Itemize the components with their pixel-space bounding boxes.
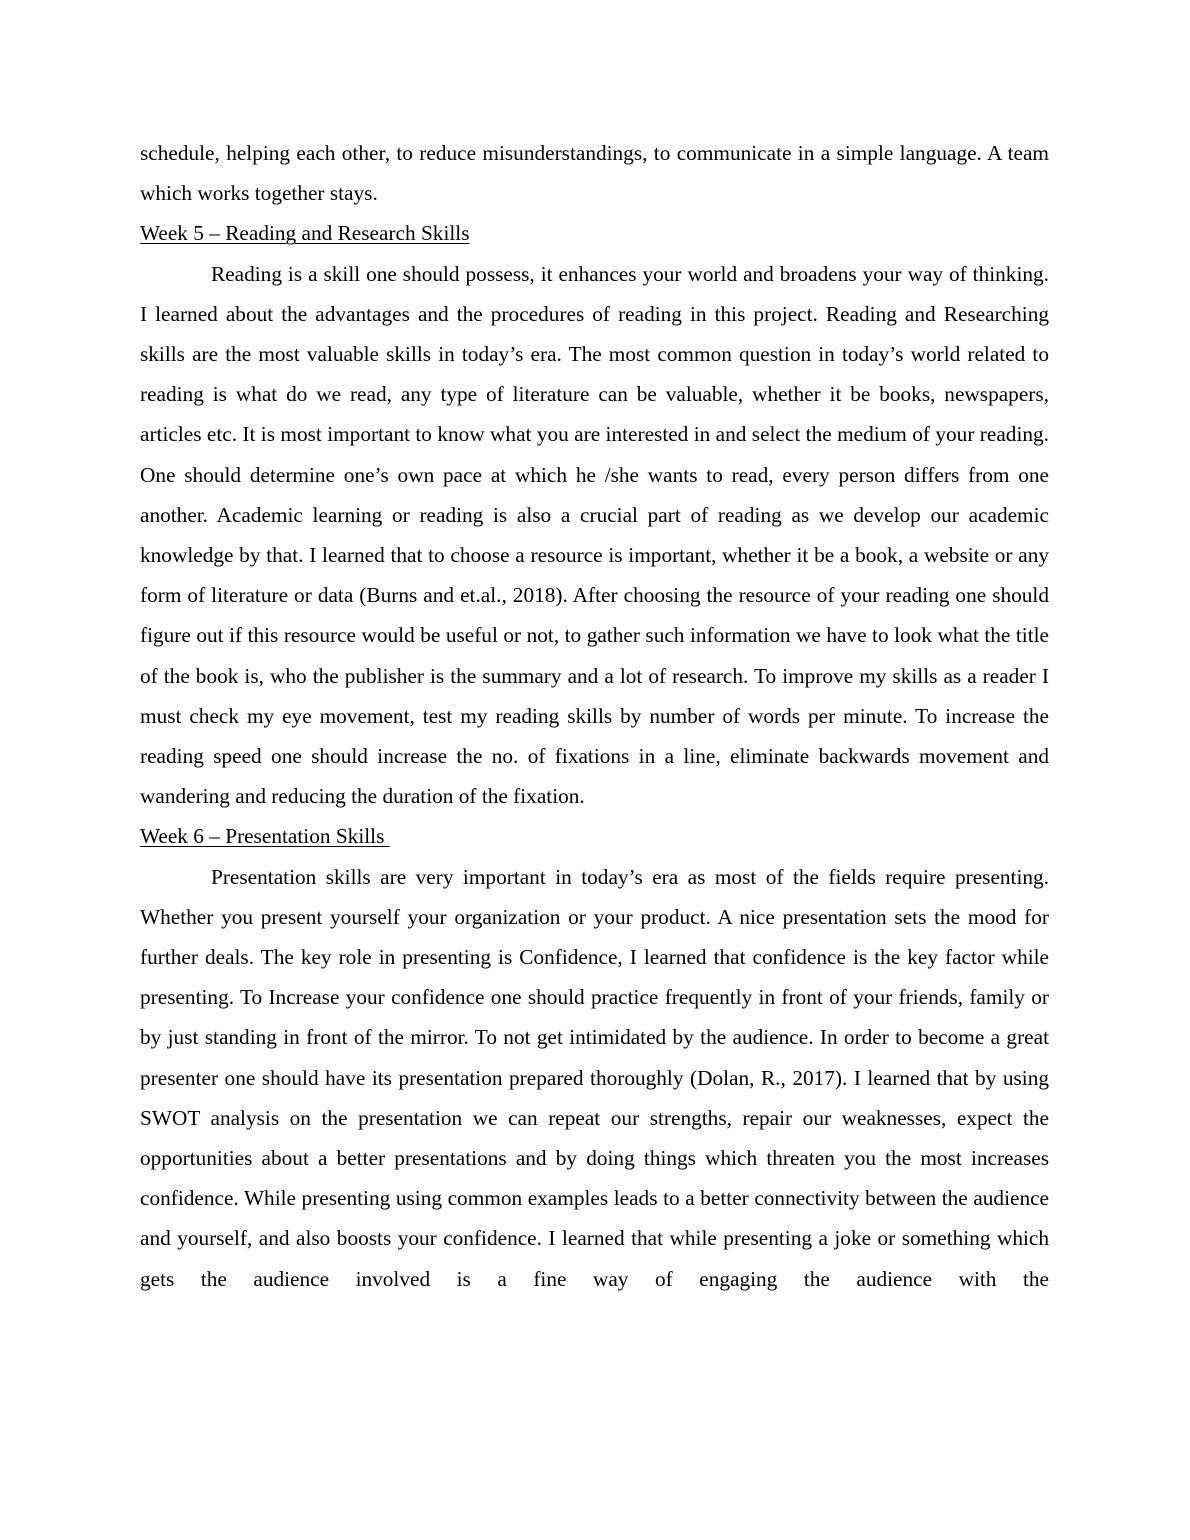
document-page bbox=[140, 133, 1049, 1299]
week5-heading: Week 5 – Reading and Research Skills bbox=[140, 221, 470, 246]
week6-body: Presentation skills are very important in today’s era as most of the fields require presenting. Whether you present yourself your organization or your product. A nice presentation sets the mood for further deals. The key role in presenting is Confidence, I learned that confidence is the key factor while presenting. To Increase your confidence one should practice frequently in front of your friends, family or by just standing in front of the mirror. To not get intimidated by the audience. In order to become a great presenter one should have its presentation prepared thoroughly (Dolan, R., 2017). I learned that by using SWOT analysis on the presentation we can repeat our strengths, repair our weaknesses, expect the opportunities about a better presentations and by doing things which threaten you the most increases confidence. While presenting using common examples leads to a better connectivity between the audience and yourself, and also boosts your confidence. I learned that while presenting a joke or something which gets the audience involved is a fine way of engaging the audience with the bbox=[140, 864, 1049, 1291]
week5-body: Reading is a skill one should possess, it enhances your world and broadens your way of thinking. I learned about the advantages and the procedures of reading in this project. Reading and Researching skills are the most valuable skills in today’s era. The most common question in today’s world related to reading is what do we read, any type of literature can be valuable, whether it be books, newspapers, articles etc. It is most important to know what you are interested in and select the medium of your reading. One should determine one’s own pace at which he /she wants to read, every person differs from one another. Academic learning or reading is also a crucial part of reading as we develop our academic knowledge by that. I learned that to choose a resource is important, whether it be a book, a website or any form of literature or data (Burns and et.al., 2018). After choosing the resource of your reading one should figure out if this resource would be useful or not, to gather such information we have to look what the title of the book is, who the publisher is the summary and a lot of research. To improve my skills as a reader I must check my eye movement, test my reading skills by number of words per minute. To increase the reading speed one should increase the no. of fixations in a line, eliminate backwards movement and wandering and reducing the duration of the fixation. bbox=[140, 261, 1049, 809]
week6-heading: Week 6 – Presentation Skills bbox=[140, 824, 390, 849]
intro-paragraph: schedule, helping each other, to reduce misunderstandings, to communicate in a simple language. A team which works together stays. bbox=[140, 141, 1049, 206]
